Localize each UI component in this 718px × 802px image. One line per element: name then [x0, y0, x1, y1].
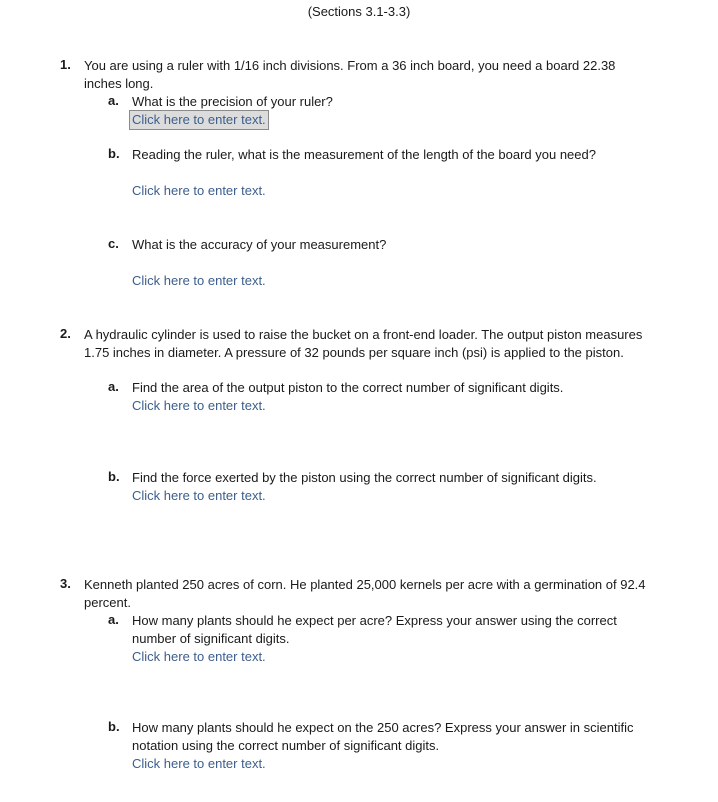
answer-field-1a[interactable]: Click here to enter text.	[132, 112, 266, 127]
question-text: A hydraulic cylinder is used to raise the bucket on a front-end loader. The output piston measures 1.75 inches in diameter. A pressure of 32 pounds per square inch (psi) is applied to the piston.	[84, 327, 643, 360]
question-text: Kenneth planted 250 acres of corn. He planted 25,000 kernels per acre with a germination of 92.4 percent.	[84, 577, 646, 610]
sub-label: b.	[108, 469, 120, 484]
question-3b	[60, 719, 660, 773]
question-1a	[60, 93, 660, 129]
sub-label: a.	[108, 379, 119, 394]
sub-label: c.	[108, 236, 119, 251]
question-number: 1.	[60, 57, 71, 72]
question-1b	[60, 146, 660, 164]
sub-label: b.	[108, 146, 120, 161]
sub-question-text: Find the area of the output piston to the correct number of significant digits.	[132, 380, 564, 395]
question-3a	[60, 612, 660, 666]
answer-field-1b[interactable]: Click here to enter text.	[132, 183, 266, 198]
answer-row-1c	[60, 272, 660, 290]
sections-header: (Sections 3.1-3.3)	[307, 4, 411, 19]
question-1c	[60, 236, 660, 254]
answer-field-3a[interactable]: Click here to enter text.	[132, 649, 266, 664]
sub-question-text: Reading the ruler, what is the measurement of the length of the board you need?	[132, 147, 596, 162]
sub-question-text: Find the force exerted by the piston using the correct number of significant digits.	[132, 470, 597, 485]
sub-label: b.	[108, 719, 120, 734]
sub-question-text: How many plants should he expect on the 250 acres? Express your answer in scientific notation using the correct number of significant digits.	[132, 720, 634, 753]
question-1	[60, 57, 660, 93]
question-2a	[60, 379, 660, 415]
sub-question-text: What is the precision of your ruler?	[132, 94, 333, 109]
question-2	[60, 326, 660, 362]
answer-row-1b	[60, 182, 660, 200]
answer-field-2a[interactable]: Click here to enter text.	[132, 398, 266, 413]
sub-question-text: How many plants should he expect per acre? Express your answer using the correct number of significant digits.	[132, 613, 617, 646]
answer-field-2b[interactable]: Click here to enter text.	[132, 488, 266, 503]
answer-field-1c[interactable]: Click here to enter text.	[132, 273, 266, 288]
sub-label: a.	[108, 612, 119, 627]
question-number: 2.	[60, 326, 71, 341]
question-2b	[60, 469, 660, 505]
sub-question-text: What is the accuracy of your measurement?	[132, 237, 387, 252]
question-3	[60, 576, 660, 612]
sub-label: a.	[108, 93, 119, 108]
question-text: You are using a ruler with 1/16 inch divisions. From a 36 inch board, you need a board 22.38 inches long.	[84, 58, 616, 91]
question-number: 3.	[60, 576, 71, 591]
answer-field-3b[interactable]: Click here to enter text.	[132, 756, 266, 771]
